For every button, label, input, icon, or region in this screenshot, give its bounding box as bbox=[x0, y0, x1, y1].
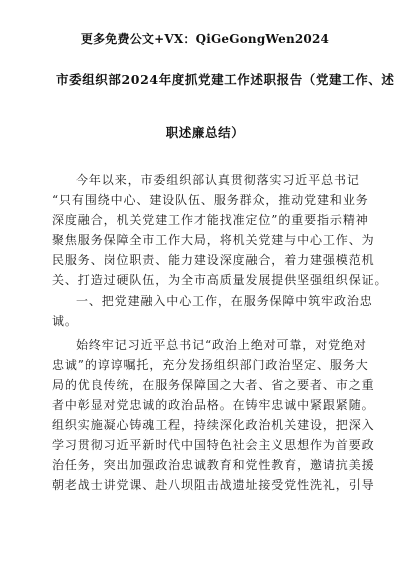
document-body bbox=[52, 170, 388, 496]
section-heading-line: 一、把党建融入中心工作，在服务保障中筑牢政治忠 bbox=[76, 293, 373, 308]
body-line: “只有围绕中心、建设队伍、服务群众，推动党建和业务 bbox=[52, 193, 369, 208]
body-line: 关、打造过硬队伍，为全市高质量发展提供坚强组织保证。 bbox=[52, 273, 388, 288]
body-line: 聚焦服务保障全市工作大局，将机关党建与中心工作、为 bbox=[52, 233, 375, 248]
body-line: 今年以来，市委组织部认真贯彻落实习近平总书记 bbox=[76, 173, 360, 187]
section-heading-line: 诚。 bbox=[52, 313, 78, 328]
body-line: 治任务，突出加强政治忠诚教育和党性教育，邀请抗美援 bbox=[52, 458, 375, 473]
body-line: 始终牢记习近平总书记“政治上绝对可靠，对党绝对 bbox=[76, 337, 367, 352]
body-line: 忠诚”的谆谆嘱托，充分发扬组织部门政治坚定、服务大 bbox=[52, 357, 369, 372]
body-line: 深度融合，机关党建工作才能找准定位”的重要指示精神 bbox=[52, 213, 369, 228]
watermark-header: 更多免费公文+VX：QiGeGongWen2024 bbox=[80, 32, 330, 46]
body-line: 局的优良传统，在服务保障国之大者、省之要者、市之重 bbox=[52, 377, 375, 392]
body-line: 学习贯彻习近平新时代中国特色社会主义思想作为首要政 bbox=[52, 438, 375, 453]
body-line: 朝老战士讲党课、赴八坝阻击战遗址接受党性洗礼，引导 bbox=[52, 478, 375, 493]
document-title-line-2: 职述廉总结） bbox=[165, 125, 245, 140]
body-line: 民服务、岗位职责、能力建设深度融合，着力建强模范机 bbox=[52, 253, 375, 268]
body-line: 者中彰显对党忠诚的政治品格。在铸牢忠诚中紧跟紧随。 bbox=[52, 398, 375, 413]
body-line: 组织实施凝心铸魂工程，持续深化政治机关建设，把深入 bbox=[52, 418, 375, 433]
document-title-line-1: 市委组织部2024年度抓党建工作述职报告（党建工作、述 bbox=[56, 72, 395, 87]
